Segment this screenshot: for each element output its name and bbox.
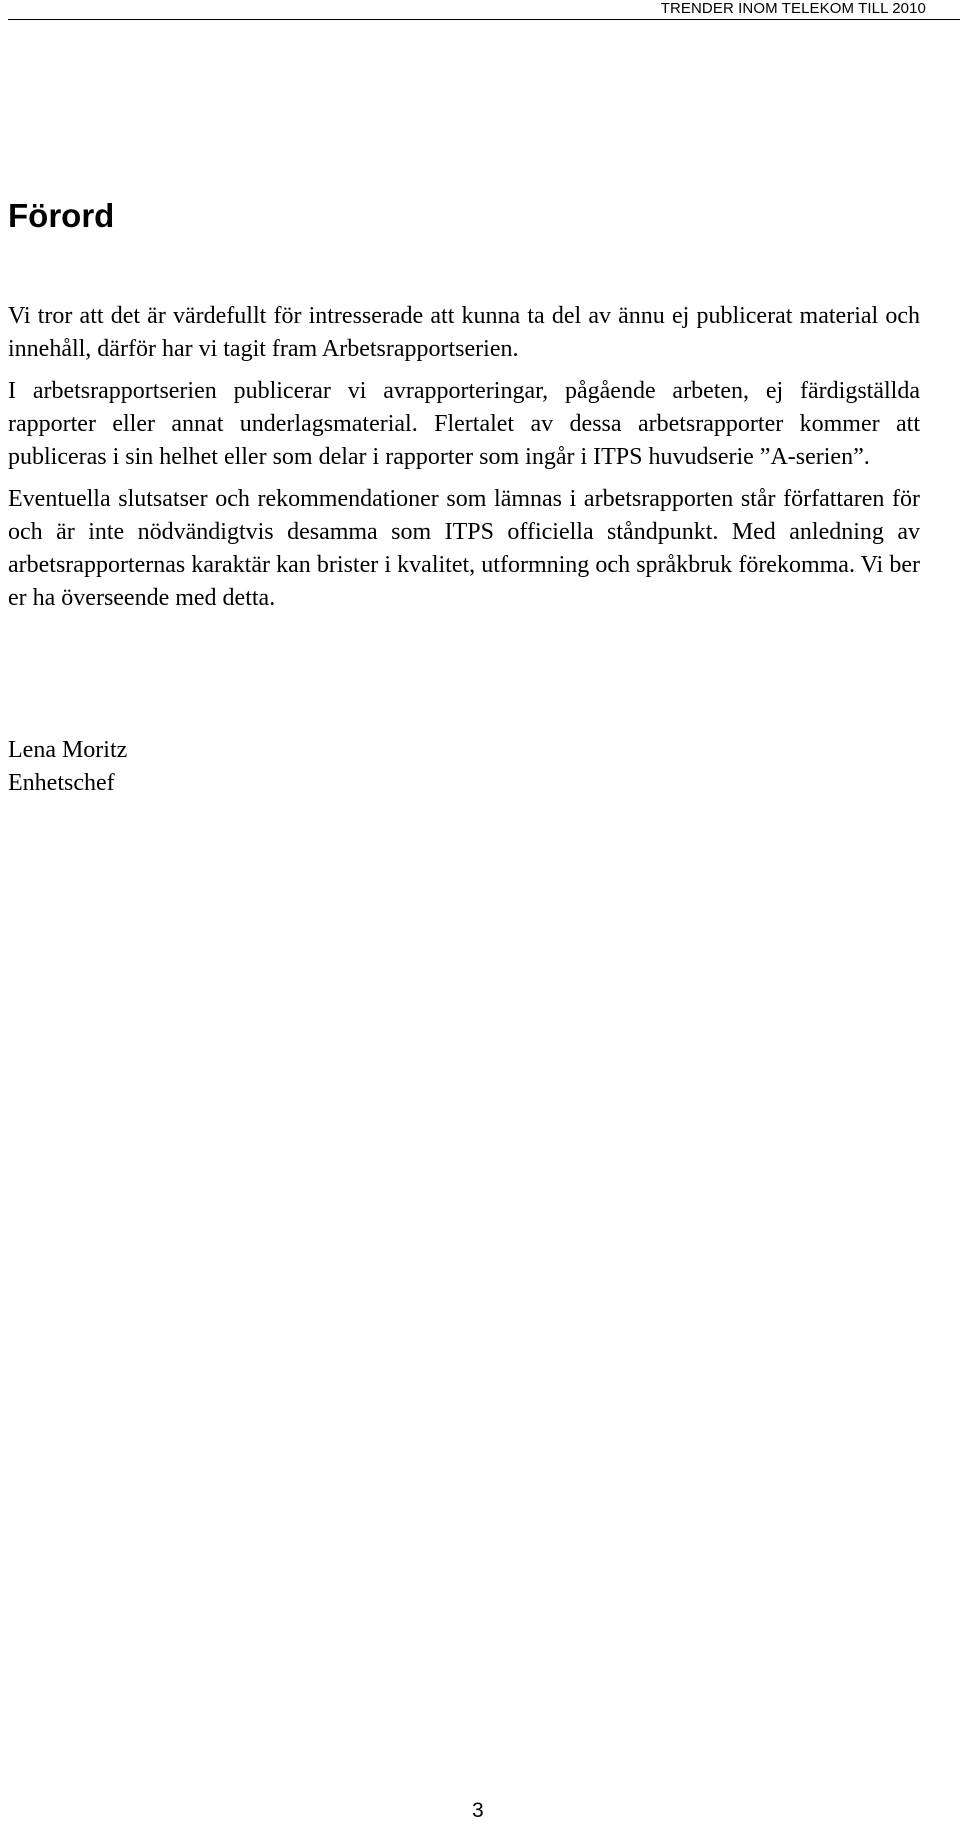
- header-rule: [8, 19, 960, 20]
- running-header: TRENDER INOM TELEKOM TILL 2010: [660, 0, 926, 17]
- signature-role: Enhetschef: [8, 770, 115, 796]
- page-number: 3: [472, 1799, 484, 1822]
- paragraph-series: I arbetsrapportserien publicerar vi avrapporteringar, pågående arbeten, ej färdigställda rapporter eller annat underlagsmaterial. Flertalet av dessa arbetsrapporter kommer att publiceras i sin helhet eller som delar i rapporter som ingår i ITPS huvudserie ”A-serien”.: [8, 378, 920, 470]
- signature-name: Lena Moritz: [8, 737, 128, 763]
- signature-block: [8, 734, 127, 800]
- page-title: Förord: [8, 197, 115, 234]
- paragraph-intro: Vi tror att det är värdefullt för intresserade att kunna ta del av ännu ej publicerat material och innehåll, därför har vi tagit fram Arbetsrapportserien.: [8, 303, 920, 362]
- body-text: [8, 300, 920, 624]
- paragraph-disclaimer: Eventuella slutsatser och rekommendationer som lämnas i arbetsrapporten står författaren för och är inte nödvändigtvis desamma som ITPS officiella ståndpunkt. Med anledning av arbetsrapporternas karaktär kan brister i kvalitet, utformning och språkbruk förekomma. Vi ber er ha överseende med detta.: [8, 486, 920, 611]
